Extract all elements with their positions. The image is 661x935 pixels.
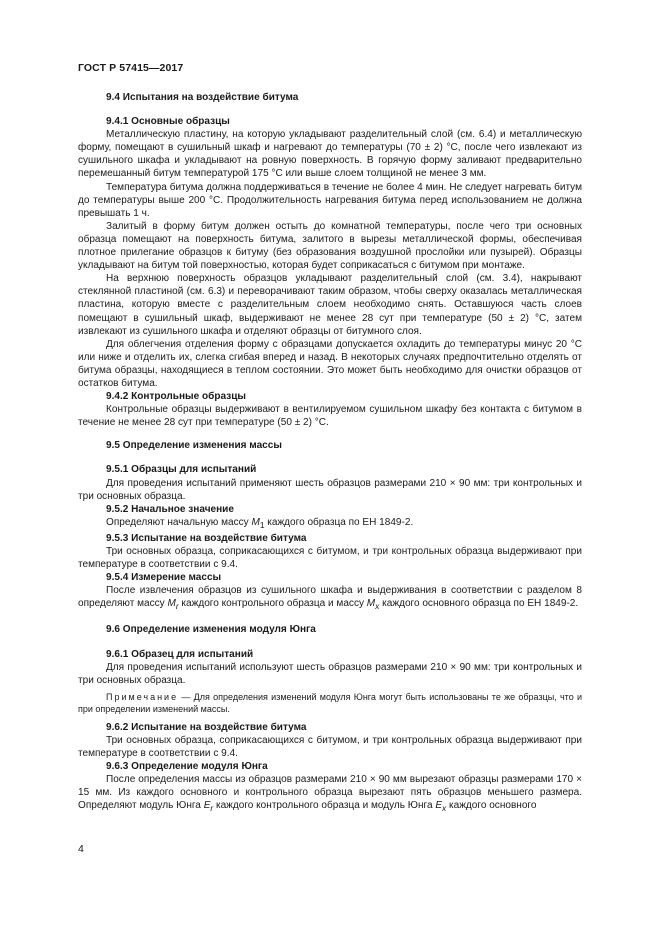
paragraph: Для проведения испытаний используют шесть образцов размерами 210 × 90 мм: три контрольных и три основных образца.: [78, 661, 582, 686]
paragraph: Металлическую пластину, на которую укладывают разделительный слой (см. 6.4) и металлическую форму, помещают в сушильный шкаф и нагревают до температуры (70 ± 2) °С, после чего извлекают из сушильного шкафа и укладывают на ровную поверхность. В горячую форму заливают предварительно перемешанный битум температурой 175 °С или выше слоем толщиной не менее 3 мм.: [78, 129, 582, 180]
paragraph: Три основных образца, соприкасающихся с битумом, и три контрольных образца выдерживают при температуре в соответствии с 9.4.: [78, 734, 582, 760]
section-9-6-title: 9.6 Определение изменения модуля Юнга: [106, 624, 316, 636]
document-code: ГОСТ Р 57415—2017: [78, 62, 184, 74]
section-9-6-3-title: 9.6.3 Определение модуля Юнга: [106, 761, 268, 773]
note-label: Примечание: [106, 691, 179, 702]
section-9-4-2-title: 9.4.2 Контрольные образцы: [106, 391, 246, 403]
section-9-5-2-title: 9.5.2 Начальное значение: [106, 503, 234, 515]
paragraph: Для облегчения отделения форму с образцами допускается охладить до температуры минус 20 °С или ниже и отделить их, слегка сгибая вперед и назад. В некоторых случаях предпочтительно отделять от битума образцы, находящиеся в теплом состоянии. Это может быть необходимо для очистки образцов от остатков битума.: [78, 338, 582, 389]
section-9-5-1-title: 9.5.1 Образцы для испытаний: [106, 464, 257, 476]
paragraph: Контрольные образцы выдерживают в вентилируемом сушильном шкафу без контакта с битумом в течение не менее 28 сут при температуре (50 ± 2) °С.: [78, 404, 582, 429]
paragraph: После извлечения образцов из сушильного шкафа и выдерживания в соответствии с разделом 8 определяют массу $M_r$ каждого контрольного образца и массу $M_x$ каждого основного образца по ЕН 1849-2.: [78, 585, 582, 612]
note-text: — Для определения изменений модуля Юнга могут быть использованы те же образцы, что и при определении изменений массы.: [78, 691, 582, 714]
paragraph: Три основных образца, соприкасающихся с битумом, и три контрольных образца выдерживают при температуре в соответствии с 9.4.: [78, 546, 582, 571]
section-9-4-title: 9.4 Испытания на воздействие битума: [106, 92, 299, 103]
paragraph: Температура битума должна поддерживаться в течение не более 4 мин. Не следует нагревать битум до температуры выше 200 °С. Продолжительность нагревания битума перед использованием не должна превышать 1 ч.: [78, 181, 582, 219]
page-number: 4: [78, 843, 84, 855]
document-body: [78, 91, 582, 816]
paragraph: Для проведения испытаний применяют шесть образцов размерами 210 × 90 мм: три контрольных и три основных образца.: [78, 477, 582, 502]
section-9-5-4-title: 9.5.4 Измерение массы: [106, 572, 222, 584]
paragraph: На верхнюю поверхность образцов укладывают разделительный слой (см. 3.4), накрывают стеклянной пластиной (см. 6.3) и переворачивают таким образом, чтобы сверху оказалась металлическая пластина, которую вместе с разделительным слоем необходимо снять. Оставшуюся часть слоев помещают в сушильный шкаф, выдерживают не менее 28 сут при температуре (50 ± 2) °С, затем извлекают из сушильного шкафа и отделяют образцы от битумного слоя.: [78, 273, 582, 337]
section-9-5-title: 9.5 Определение изменения массы: [106, 440, 282, 452]
section-9-6-2-title: 9.6.2 Испытание на воздействие битума: [106, 721, 307, 733]
section-9-6-1-title: 9.6.1 Образец для испытаний: [106, 648, 254, 660]
paragraph: После определения массы из образцов размерами 210 × 90 мм вырезают образцы размерами 170 × 15 мм. Из каждого основного и контрольного образца вырезают пять образцов меньшего размера. Определяют модуль Юнга $E_r$ каждого контрольного образца и модуль Юнга $E_x$ каждого основного: [78, 774, 582, 814]
paragraph: Определяют начальную массу $M_1$ каждого образца по ЕН 1849-2.: [106, 516, 414, 530]
section-9-5-3-title: 9.5.3 Испытание на воздействие битума: [106, 532, 307, 544]
note: [78, 691, 582, 715]
section-9-4-1-title: 9.4.1 Основные образцы: [106, 116, 230, 128]
paragraph: Залитый в форму битум должен остыть до комнатной температуры, после чего три основных образца помещают на поверхность битума, залитого в вырезы металлической формы, обеспечивая плотное прилегание образцов к битуму (без образования воздушной прослойки или пузырей). Образцы укладывают на битум той поверхностью, которая будет соприкасаться с битумом при монтаже.: [78, 220, 582, 272]
